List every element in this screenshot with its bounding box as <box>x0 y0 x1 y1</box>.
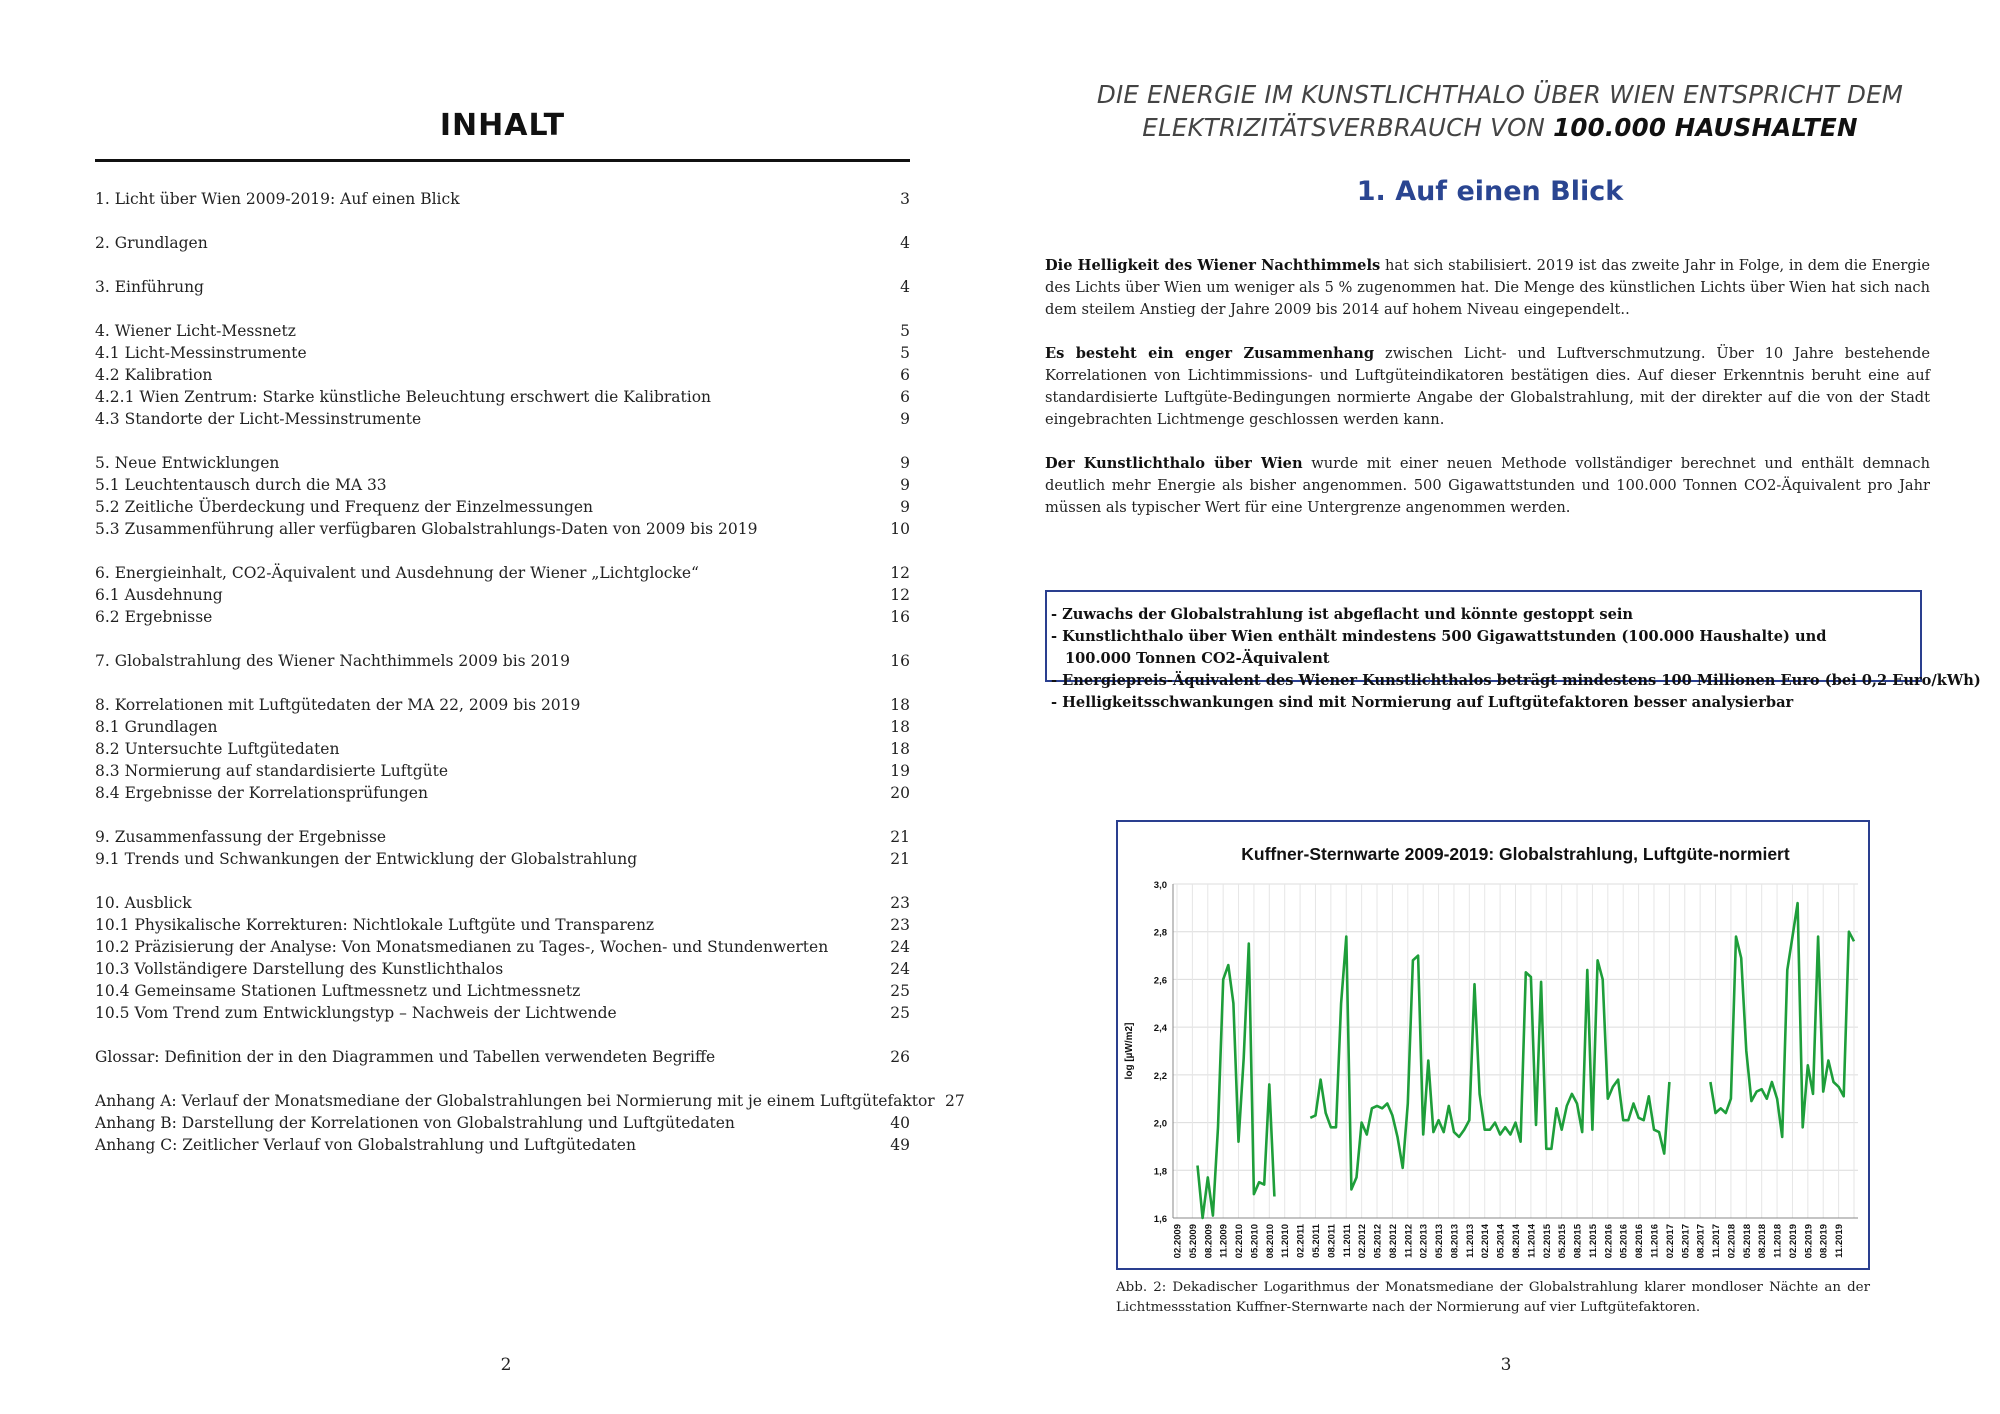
toc-entry[interactable] <box>95 1090 965 1112</box>
toc-entry[interactable] <box>95 650 910 672</box>
toc-entry-page: 6 <box>900 366 910 384</box>
x-tick-label: 05.2012 <box>1372 1224 1384 1259</box>
y-tick-label: 3,0 <box>1153 880 1167 891</box>
toc-entry-label: Anhang A: Verlauf der Monatsmediane der Globalstrahlungen bei Normierung mit je einem Luftgütefaktor <box>95 1092 935 1110</box>
page-headline <box>1090 78 1910 144</box>
toc-entry[interactable] <box>95 408 910 430</box>
toc-entry-label: 8.2 Untersuchte Luftgütedaten <box>95 740 340 758</box>
toc-entry[interactable] <box>95 1002 910 1024</box>
x-tick-label: 02.2017 <box>1664 1224 1676 1259</box>
page-number-left: 2 <box>500 1355 512 1375</box>
toc-title: INHALT <box>439 108 566 143</box>
x-tick-label: 02.2015 <box>1541 1224 1553 1259</box>
toc-group <box>95 1046 910 1068</box>
globalstrahlung-chart <box>1118 822 1872 1272</box>
x-tick-label: 05.2018 <box>1741 1224 1753 1259</box>
toc-entry[interactable] <box>95 606 910 628</box>
headline-highlight: 100.000 HAUSHALTEN <box>1553 113 1858 142</box>
toc-entry-label: 9. Zusammenfassung der Ergebnisse <box>95 828 387 846</box>
x-tick-label: 02.2013 <box>1418 1224 1430 1259</box>
toc-entry[interactable] <box>95 342 910 364</box>
x-tick-label: 05.2015 <box>1557 1224 1569 1259</box>
paragraph-3 <box>1045 453 1930 519</box>
toc-entry-page: 21 <box>890 828 910 846</box>
x-tick-label: 02.2019 <box>1787 1224 1799 1259</box>
toc-group <box>95 694 910 804</box>
toc-entry-label: 9.1 Trends und Schwankungen der Entwicklung der Globalstrahlung <box>95 850 638 868</box>
toc-entry[interactable] <box>95 474 910 496</box>
x-tick-label: 08.2015 <box>1572 1224 1584 1259</box>
toc-entry[interactable] <box>95 716 910 738</box>
figure-caption: Abb. 2: Dekadischer Logarithmus der Monatsmediane der Globalstrahlung klarer mondloser Nächte an der Lichtmessstation Kuffner-Sternwarte nach der Normierung auf vier Luftgütefaktoren. <box>1116 1280 1870 1315</box>
toc-entry-page: 26 <box>890 1048 910 1066</box>
toc-entry-label: 6.1 Ausdehnung <box>95 586 223 604</box>
paragraph-2-text: zwischen Licht- und Luftverschmutzung. Über 10 Jahre bestehende Korrelationen von Lichtimmissions- und Luftgüteindikatoren bestätigen dies. Auf dieser Erkenntnis beruht eine auf standardisierte Luftgüte-Bedingungen normierte Angabe der Globalstrahlung, mit der direkter auf die von der Stadt eingebrachten Lichtmenge geschlossen werden kann. <box>1045 345 1930 428</box>
toc-entry[interactable] <box>95 562 910 584</box>
toc-group <box>95 562 910 628</box>
paragraph-3-lead: Der Kunstlichthalo über Wien <box>1045 455 1303 472</box>
table-of-contents <box>95 188 965 1178</box>
summary-line: - Energiepreis-Äquivalent des Wiener Kunstlichthalos beträgt mindestens 100 Millionen Euro (bei 0,2 Euro/kWh) <box>1051 672 1981 689</box>
toc-entry-label: 4.3 Standorte der Licht-Messinstrumente <box>95 410 422 428</box>
summary-line: 100.000 Tonnen CO2-Äquivalent <box>1065 650 1330 667</box>
toc-entry[interactable] <box>95 958 910 980</box>
x-tick-label: 08.2017 <box>1695 1224 1707 1259</box>
toc-entry-label: 8.1 Grundlagen <box>95 718 218 736</box>
x-tick-label: 05.2016 <box>1618 1224 1630 1259</box>
toc-entry-page: 40 <box>890 1114 910 1132</box>
x-tick-label: 08.2018 <box>1757 1224 1769 1259</box>
toc-group <box>95 320 910 430</box>
toc-entry[interactable] <box>95 892 910 914</box>
toc-entry-page: 18 <box>890 696 910 714</box>
toc-entry-label: 8. Korrelationen mit Luftgütedaten der MA 22, 2009 bis 2019 <box>95 696 581 714</box>
series-line-segment <box>1310 937 1669 1190</box>
toc-entry-label: 4.1 Licht-Messinstrumente <box>95 344 307 362</box>
y-tick-label: 1,6 <box>1153 1214 1167 1225</box>
x-tick-label: 11.2012 <box>1403 1224 1415 1258</box>
toc-entry-label: 1. Licht über Wien 2009-2019: Auf einen Blick <box>95 190 460 208</box>
x-tick-label: 02.2014 <box>1480 1224 1492 1259</box>
toc-entry-label: Anhang B: Darstellung der Korrelationen von Globalstrahlung und Luftgütedaten <box>95 1114 735 1132</box>
toc-entry-label: 8.4 Ergebnisse der Korrelationsprüfungen <box>95 784 428 802</box>
toc-group <box>95 188 910 210</box>
x-tick-label: 05.2014 <box>1495 1224 1507 1259</box>
toc-entry[interactable] <box>95 320 910 342</box>
toc-entry-page: 6 <box>900 388 910 406</box>
toc-group <box>95 276 910 298</box>
toc-entry-page: 12 <box>890 564 910 582</box>
toc-entry-page: 49 <box>890 1136 910 1154</box>
toc-entry-label: 5.1 Leuchtentausch durch die MA 33 <box>95 476 387 494</box>
x-tick-label: 11.2011 <box>1341 1224 1353 1258</box>
toc-entry[interactable] <box>95 782 910 804</box>
headline-line-2-prefix: ELEKTRIZITÄTSVERBRAUCH VON <box>1142 113 1554 142</box>
y-tick-label: 1,8 <box>1153 1166 1167 1178</box>
y-tick-label: 2,2 <box>1153 1070 1167 1082</box>
toc-group <box>95 650 910 672</box>
toc-group <box>95 826 910 870</box>
toc-entry-page: 23 <box>890 894 910 912</box>
toc-entry[interactable] <box>95 1112 910 1134</box>
summary-line: - Kunstlichthalo über Wien enthält mindestens 500 Gigawattstunden (100.000 Haushalte) und <box>1051 628 1827 645</box>
series-line-segment <box>1198 944 1275 1218</box>
x-tick-label: 02.2009 <box>1172 1224 1184 1259</box>
toc-entry-page: 18 <box>890 718 910 736</box>
toc-entry-label: 10. Ausblick <box>95 894 192 912</box>
toc-entry[interactable] <box>95 848 910 870</box>
summary-line: - Helligkeitsschwankungen sind mit Normierung auf Luftgütefaktoren besser analysierbar <box>1051 694 1794 711</box>
toc-entry-label: 10.1 Physikalische Korrekturen: Nichtlokale Luftgüte und Transparenz <box>95 916 655 934</box>
toc-entry-label: 4. Wiener Licht-Messnetz <box>95 322 296 340</box>
chart-frame <box>1116 820 1870 1270</box>
toc-entry[interactable] <box>95 738 910 760</box>
toc-entry[interactable] <box>95 364 910 386</box>
x-tick-label: 08.2016 <box>1634 1224 1646 1259</box>
toc-entry-page: 9 <box>900 498 910 516</box>
toc-entry-label: 2. Grundlagen <box>95 234 208 252</box>
toc-entry-label: 4.2 Kalibration <box>95 366 213 384</box>
toc-entry[interactable] <box>95 232 910 254</box>
toc-entry[interactable] <box>95 980 910 1002</box>
toc-group <box>95 452 910 540</box>
toc-group <box>95 232 910 254</box>
toc-entry-page: 9 <box>900 454 910 472</box>
toc-entry[interactable] <box>95 914 910 936</box>
toc-entry-page: 9 <box>900 476 910 494</box>
x-tick-label: 08.2014 <box>1511 1224 1522 1259</box>
x-tick-label: 08.2010 <box>1264 1224 1276 1259</box>
y-tick-label: 2,4 <box>1153 1023 1167 1035</box>
x-tick-label: 11.2015 <box>1587 1224 1599 1258</box>
x-tick-label: 11.2016 <box>1649 1224 1661 1258</box>
x-tick-label: 02.2011 <box>1295 1224 1307 1258</box>
headline-line-1: DIE ENERGIE IM KUNSTLICHTHALO ÜBER WIEN ENTSPRICHT DEM <box>1096 80 1904 109</box>
x-tick-label: 05.2013 <box>1434 1224 1446 1259</box>
toc-entry-page: 21 <box>890 850 910 868</box>
toc-entry-page: 24 <box>890 938 910 956</box>
toc-entry-label: 3. Einführung <box>95 278 204 296</box>
toc-group <box>95 892 910 1024</box>
toc-entry-page: 3 <box>900 190 910 208</box>
x-tick-label: 11.2009 <box>1218 1224 1230 1258</box>
x-tick-label: 08.2012 <box>1387 1224 1399 1259</box>
toc-entry[interactable] <box>95 386 910 408</box>
toc-entry-label: 4.2.1 Wien Zentrum: Starke künstliche Beleuchtung erschwert die Kalibration <box>95 388 712 406</box>
toc-entry[interactable] <box>95 694 910 716</box>
toc-entry-label: 10.5 Vom Trend zum Entwicklungstyp – Nachweis der Lichtwende <box>95 1004 617 1022</box>
toc-entry-page: 5 <box>900 322 910 340</box>
paragraph-1-lead: Die Helligkeit des Wiener Nachthimmels <box>1045 257 1381 274</box>
toc-entry-page: 10 <box>890 520 910 538</box>
y-tick-label: 2,0 <box>1153 1118 1167 1130</box>
toc-entry-page: 12 <box>890 586 910 604</box>
toc-entry-page: 24 <box>890 960 910 978</box>
toc-entry-page: 25 <box>890 1004 910 1022</box>
x-tick-label: 02.2010 <box>1234 1224 1246 1259</box>
series-line-segment <box>1710 903 1854 1137</box>
toc-entry[interactable] <box>95 188 910 210</box>
toc-entry-page: 19 <box>890 762 910 780</box>
toc-entry-label: Anhang C: Zeitlicher Verlauf von Globalstrahlung und Luftgütedaten <box>95 1136 636 1154</box>
toc-entry-label: 10.2 Präzisierung der Analyse: Von Monatsmedianen zu Tages-, Wochen- und Stundenwerten <box>95 938 829 956</box>
x-tick-label: 08.2013 <box>1449 1224 1461 1259</box>
toc-entry-page: 20 <box>890 784 910 802</box>
toc-divider <box>95 159 910 162</box>
y-tick-label: 2,8 <box>1153 927 1167 939</box>
x-tick-label: 05.2019 <box>1803 1224 1815 1259</box>
toc-entry[interactable] <box>95 496 910 518</box>
toc-entry-label: 6. Energieinhalt, CO2-Äquivalent und Ausdehnung der Wiener „Lichtglocke“ <box>95 564 699 582</box>
toc-entry-label: 6.2 Ergebnisse <box>95 608 213 626</box>
toc-entry-label: 5.2 Zeitliche Überdeckung und Frequenz der Einzelmessungen <box>95 498 594 516</box>
toc-entry-page: 23 <box>890 916 910 934</box>
toc-entry[interactable] <box>95 760 910 782</box>
x-tick-label: 02.2012 <box>1357 1224 1369 1259</box>
x-tick-label: 02.2016 <box>1603 1224 1615 1259</box>
toc-entry-page: 4 <box>900 234 910 252</box>
toc-entry[interactable] <box>95 826 910 848</box>
x-tick-label: 11.2018 <box>1772 1224 1784 1258</box>
paragraph-3-text: wurde mit einer neuen Methode vollständiger berechnet und enthält demnach deutlich mehr Energie als bisher angenommen. 500 Gigawattstunden und 100.000 Tonnen CO2-Äquivalent pro Jahr müssen als typischer Wert für eine Untergrenze angenommen werden. <box>1045 455 1930 516</box>
toc-entry-page: 18 <box>890 740 910 758</box>
x-tick-label: 08.2011 <box>1326 1224 1338 1258</box>
toc-entry[interactable] <box>95 1134 910 1156</box>
x-tick-label: 08.2019 <box>1818 1224 1830 1259</box>
paragraph-1-text: hat sich stabilisiert. 2019 ist das zweite Jahr in Folge, in dem die Energie des Lichts über Wien um weniger als 5 % zugenommen hat. Die Menge des künstlichen Lichts über Wien hat sich nach dem steilem Anstieg der Jahre 2009 bis 2014 auf hohem Niveau eingependelt.. <box>1045 257 1930 318</box>
paragraph-1 <box>1045 255 1930 321</box>
toc-entry-page: 9 <box>900 410 910 428</box>
toc-entry-page: 5 <box>900 344 910 362</box>
toc-entry-label: 8.3 Normierung auf standardisierte Luftgüte <box>95 762 449 780</box>
x-tick-label: 08.2009 <box>1203 1224 1215 1259</box>
x-tick-label: 05.2017 <box>1680 1224 1692 1259</box>
x-tick-label: 05.2010 <box>1249 1224 1261 1259</box>
chart-title: Kuffner-Sternwarte 2009-2019: Globalstrahlung, Luftgüte-normiert <box>1241 844 1790 864</box>
summary-line: - Zuwachs der Globalstrahlung ist abgeflacht und könnte gestoppt sein <box>1051 606 1634 623</box>
right-page <box>1000 0 2000 1414</box>
toc-entry[interactable] <box>95 452 910 474</box>
toc-entry-label: 7. Globalstrahlung des Wiener Nachthimmels 2009 bis 2019 <box>95 652 570 670</box>
paragraph-2-lead: Es besteht ein enger Zusammenhang <box>1045 345 1375 362</box>
toc-entry-page: 16 <box>890 652 910 670</box>
y-tick-label: 2,6 <box>1153 975 1167 987</box>
toc-entry-label: 5.3 Zusammenführung aller verfügbaren Globalstrahlungs-Daten von 2009 bis 2019 <box>95 520 758 538</box>
toc-entry-label: 10.3 Vollständigere Darstellung des Kunstlichthalos <box>95 960 504 978</box>
toc-entry[interactable] <box>95 276 910 298</box>
toc-entry[interactable] <box>95 584 910 606</box>
toc-entry-page: 4 <box>900 278 910 296</box>
x-tick-label: 11.2010 <box>1280 1224 1292 1258</box>
summary-box <box>1045 590 1981 711</box>
page-number-right: 3 <box>1500 1355 1512 1375</box>
toc-group <box>95 1090 965 1156</box>
x-tick-label: 05.2009 <box>1187 1224 1199 1259</box>
section-title: 1. Auf einen Blick <box>1356 176 1624 207</box>
x-tick-label: 11.2013 <box>1464 1224 1476 1258</box>
toc-entry[interactable] <box>95 936 910 958</box>
x-tick-label: 11.2019 <box>1834 1224 1846 1258</box>
x-tick-label: 11.2017 <box>1711 1224 1723 1258</box>
headline-line-2 <box>1090 111 1910 144</box>
toc-entry-label: Glossar: Definition der in den Diagrammen und Tabellen verwendeten Begriffe <box>95 1048 716 1066</box>
toc-entry[interactable] <box>95 1046 910 1068</box>
toc-entry-label: 5. Neue Entwicklungen <box>95 454 280 472</box>
toc-entry-page: 16 <box>890 608 910 626</box>
x-tick-label: 11.2014 <box>1526 1224 1538 1258</box>
paragraph-2 <box>1045 343 1930 431</box>
y-axis-label: log [µW/m2] <box>1124 1022 1135 1080</box>
toc-entry-label: 10.4 Gemeinsame Stationen Luftmessnetz und Lichtmessnetz <box>95 982 581 1000</box>
x-tick-label: 02.2018 <box>1726 1224 1738 1259</box>
toc-entry-page: 27 <box>944 1092 965 1110</box>
toc-entry-page: 25 <box>890 982 910 1000</box>
x-tick-label: 05.2011 <box>1310 1224 1322 1258</box>
toc-entry[interactable] <box>95 518 910 540</box>
